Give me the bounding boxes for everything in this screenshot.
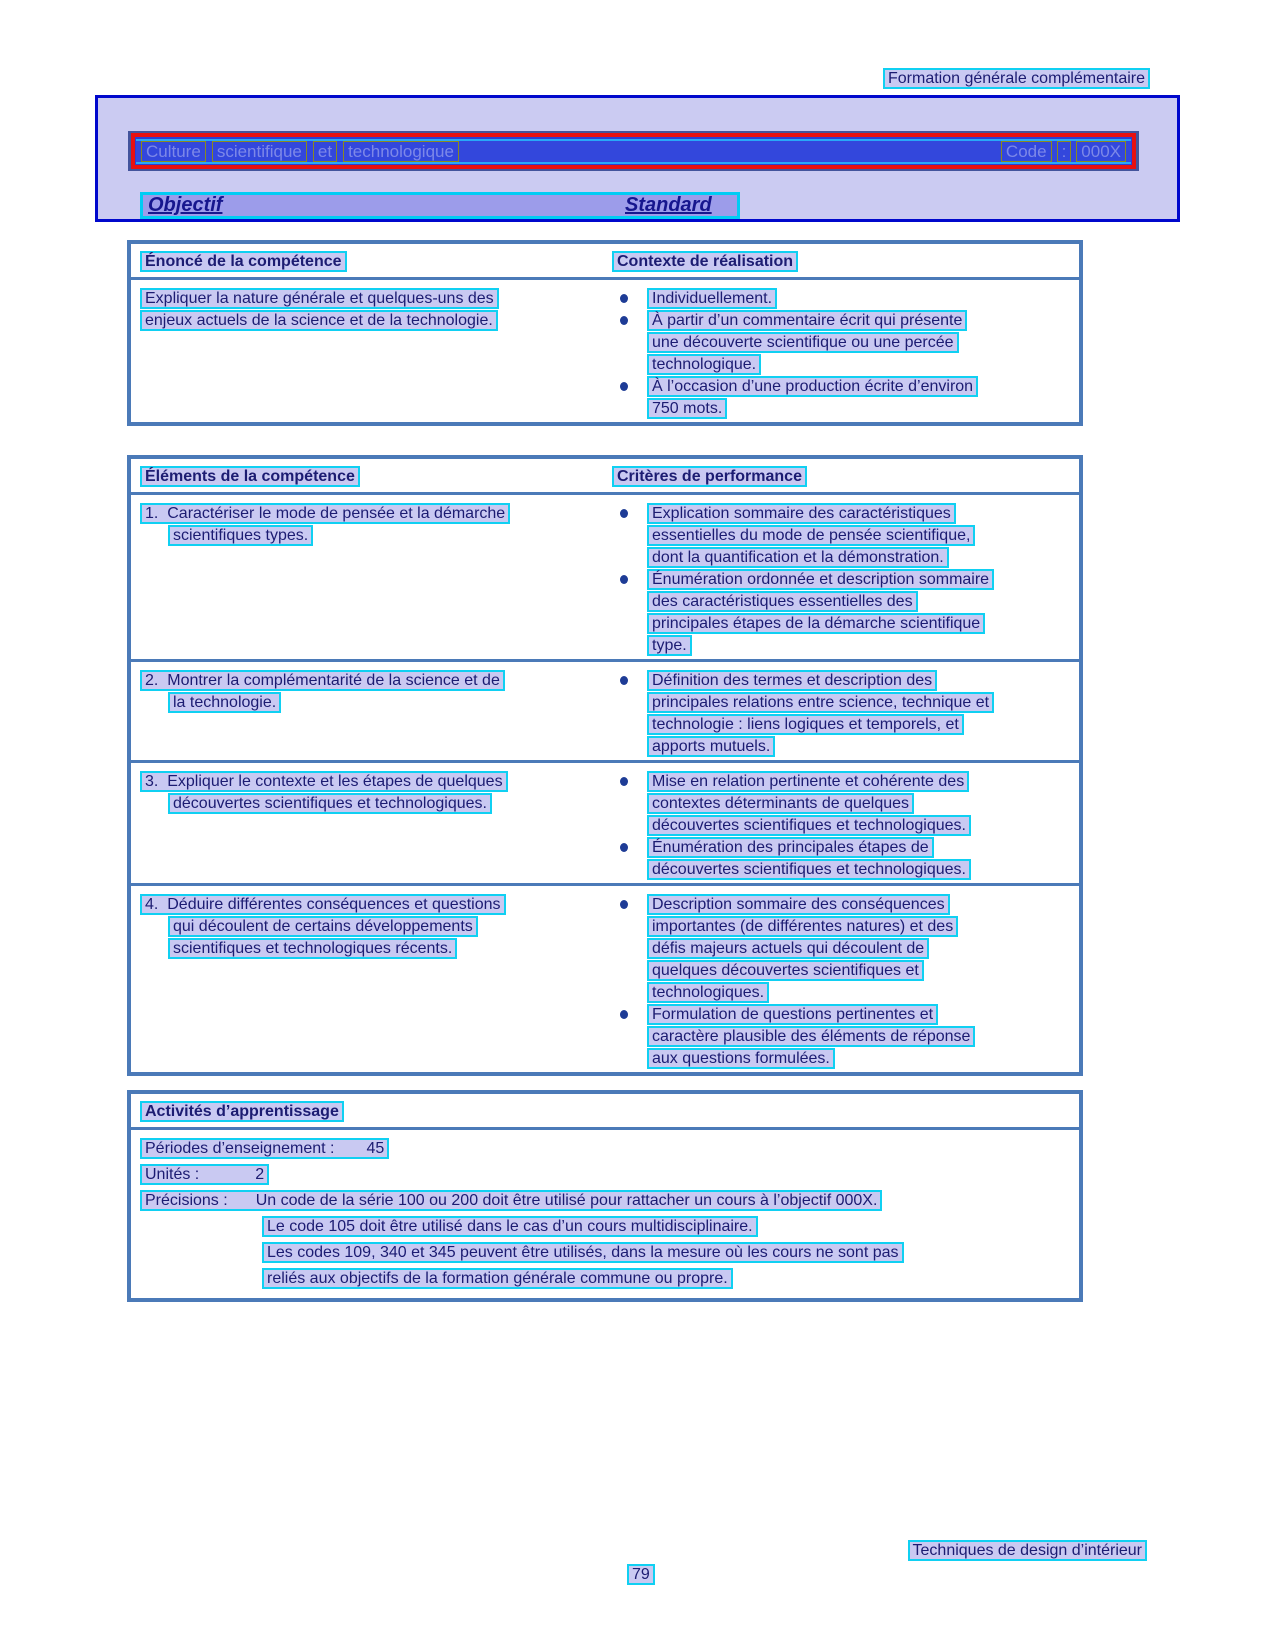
criteria-bullet-item	[609, 503, 1079, 569]
units-value: 2	[255, 1166, 265, 1183]
bullet-marker	[620, 575, 628, 584]
criteria-line: découvertes scientifiques et technologiques.	[647, 859, 971, 880]
header-activites: Activités d’apprentissage	[140, 1101, 344, 1122]
element-cell	[131, 894, 609, 1070]
criteria-line: dont la quantification et la démonstration.	[647, 547, 949, 568]
criteria-line: aux questions formulées.	[647, 1048, 835, 1069]
competence-table	[127, 240, 1083, 426]
periods-label: Périodes d’enseignement :	[145, 1140, 335, 1157]
element-line: 4. Déduire différentes conséquences et questions	[140, 894, 506, 915]
criteria-line: Explication sommaire des caractéristiques	[647, 503, 956, 524]
precisions-line: Les codes 109, 340 et 345 peuvent être utilisés, dans la mesure où les cours ne sont pas	[262, 1242, 904, 1263]
element-row-4	[131, 886, 1079, 1072]
element-line: qui découlent de certains développements	[168, 916, 478, 937]
criteria-line: Mise en relation pertinente et cohérente des	[647, 771, 969, 792]
activities-table	[127, 1090, 1083, 1302]
criteria-line: type.	[647, 635, 692, 656]
title-word: Culture	[141, 141, 206, 162]
title-line-box	[136, 139, 1131, 164]
header-enonce: Énoncé de la compétence	[140, 251, 347, 272]
context-line: technologique.	[647, 354, 761, 375]
standard-heading: Standard	[625, 194, 712, 216]
course-code	[1001, 141, 1126, 162]
element-row-2	[131, 662, 1079, 763]
elements-table	[127, 455, 1083, 1076]
activities-body	[131, 1130, 1079, 1298]
objectif-heading: Objectif	[148, 194, 223, 216]
statement-line: Expliquer la nature générale et quelques-uns des	[140, 288, 499, 309]
criteria-line: technologiques.	[647, 982, 769, 1003]
context-bullet-item	[609, 310, 1079, 376]
context-line: À partir d’un commentaire écrit qui présente	[647, 310, 967, 331]
criteria-line: essentielles du mode de pensée scientifique,	[647, 525, 975, 546]
element-line: scientifiques et technologiques récents.	[168, 938, 457, 959]
code-value: 000X	[1076, 141, 1126, 162]
element-cell	[131, 503, 609, 657]
criteria-cell	[609, 503, 1079, 657]
criteria-line: importantes (de différentes natures) et des	[647, 916, 958, 937]
objectif-standard-heading	[140, 192, 740, 219]
criteria-line: Énumération des principales étapes de	[647, 837, 934, 858]
context-line: À l’occasion d’une production écrite d’environ	[647, 376, 978, 397]
periods-value: 45	[366, 1140, 385, 1157]
criteria-bullet-item	[609, 771, 1079, 837]
competence-table-row	[131, 280, 1079, 422]
bullet-marker	[620, 777, 628, 786]
context-line: 750 mots.	[647, 398, 727, 419]
bullet-marker	[620, 316, 628, 325]
periods-row	[140, 1138, 1079, 1164]
statement-line: enjeux actuels de la science et de la technologie.	[140, 310, 498, 331]
precisions-line: reliés aux objectifs de la formation générale commune ou propre.	[262, 1268, 733, 1289]
course-banner	[95, 95, 1180, 222]
criteria-line: contextes déterminants de quelques	[647, 793, 914, 814]
statement-cell	[131, 288, 609, 420]
criteria-line: Énumération ordonnée et description sommaire	[647, 569, 994, 590]
context-bullet-item	[609, 288, 1079, 310]
criteria-line: quelques découvertes scientifiques et	[647, 960, 924, 981]
element-line: la technologie.	[168, 692, 281, 713]
element-cell	[131, 771, 609, 881]
course-title-bar	[128, 131, 1139, 171]
criteria-bullet-item	[609, 894, 1079, 1004]
precisions-label: Précisions :	[145, 1192, 228, 1209]
criteria-line: caractère plausible des éléments de réponse	[647, 1026, 975, 1047]
title-word: technologique	[343, 141, 459, 162]
precisions-row	[140, 1190, 1079, 1216]
criteria-line: apports mutuels.	[647, 736, 775, 757]
context-line: une découverte scientifique ou une percée	[647, 332, 959, 353]
criteria-bullet-item	[609, 569, 1079, 657]
element-row-1	[131, 495, 1079, 662]
criteria-cell	[609, 771, 1079, 881]
context-line: Individuellement.	[647, 288, 777, 309]
code-colon: :	[1057, 141, 1072, 162]
elements-table-header	[131, 459, 1079, 495]
criteria-line: Description sommaire des conséquences	[647, 894, 950, 915]
bullet-marker	[620, 382, 628, 391]
criteria-line: Formulation de questions pertinentes et	[647, 1004, 938, 1025]
bullet-marker	[620, 1010, 628, 1019]
competence-table-header	[131, 244, 1079, 280]
title-word: scientifique	[212, 141, 307, 162]
bullet-marker	[620, 900, 628, 909]
code-label: Code	[1001, 141, 1052, 162]
criteria-line: défis majeurs actuels qui découlent de	[647, 938, 929, 959]
criteria-line: technologie : liens logiques et temporels, et	[647, 714, 964, 735]
criteria-line: principales relations entre science, technique et	[647, 692, 994, 713]
header-elements: Éléments de la compétence	[140, 466, 360, 487]
context-bullet-item	[609, 376, 1079, 420]
units-row	[140, 1164, 1079, 1190]
criteria-line: des caractéristiques essentielles des	[647, 591, 918, 612]
title-detection-box	[131, 133, 1136, 169]
bullet-marker	[620, 294, 628, 303]
element-line: scientifiques types.	[168, 525, 313, 546]
criteria-bullet-item	[609, 1004, 1079, 1070]
units-label: Unités :	[145, 1166, 200, 1183]
course-title	[141, 141, 459, 162]
element-row-3	[131, 763, 1079, 886]
bullet-marker	[620, 509, 628, 518]
context-cell	[609, 288, 1079, 420]
running-head: Formation générale complémentaire	[883, 68, 1150, 89]
precisions-line: Un code de la série 100 ou 200 doit être utilisé pour rattacher un cours à l’objectif 000X.	[255, 1192, 878, 1209]
criteria-bullet-item	[609, 670, 1079, 758]
criteria-line: principales étapes de la démarche scientifique	[647, 613, 985, 634]
element-line: 1. Caractériser le mode de pensée et la démarche	[140, 503, 510, 524]
element-cell	[131, 670, 609, 758]
footer-program-name: Techniques de design d’intérieur	[908, 1540, 1147, 1561]
title-word: et	[313, 141, 337, 162]
header-contexte: Contexte de réalisation	[612, 251, 798, 272]
bullet-marker	[620, 676, 628, 685]
bullet-marker	[620, 843, 628, 852]
header-criteres: Critères de performance	[612, 466, 807, 487]
precisions-line: Le code 105 doit être utilisé dans le cas d’un cours multidisciplinaire.	[262, 1216, 758, 1237]
criteria-bullet-item	[609, 837, 1079, 881]
activities-table-header	[131, 1094, 1079, 1130]
element-line: découvertes scientifiques et technologiques.	[168, 793, 492, 814]
criteria-cell	[609, 894, 1079, 1070]
criteria-cell	[609, 670, 1079, 758]
criteria-line: Définition des termes et description des	[647, 670, 937, 691]
page-number: 79	[627, 1564, 655, 1585]
criteria-line: découvertes scientifiques et technologiques.	[647, 815, 971, 836]
element-line: 2. Montrer la complémentarité de la science et de	[140, 670, 505, 691]
element-line: 3. Expliquer le contexte et les étapes de quelques	[140, 771, 508, 792]
